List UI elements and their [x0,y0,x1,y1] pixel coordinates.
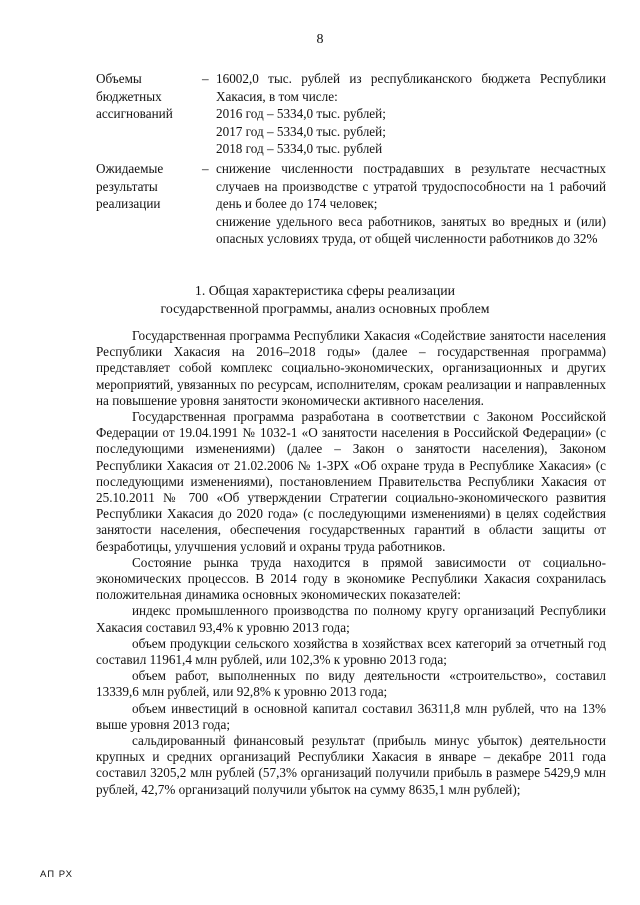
label-line: реализации [96,196,161,211]
dash: – [202,161,209,176]
value-line: 2018 год – 5334,0 тыс. рублей [216,141,383,156]
label-line: результаты [96,178,158,194]
value-line: снижение удельного веса работников, занятых во вредных и (или) опасных условиях труда, от общей численности работников до 32% [216,213,606,246]
section-title-line: государственной программы, анализ основных проблем [160,300,490,316]
dash: – [202,71,209,86]
label-line: ассигнований [96,106,173,121]
paragraph: объем продукции сельского хозяйства в хозяйствах всех категорий за отчетный год составил 11961,4 млн рублей, или 102,3% к уровню 2013 года; [96,635,606,668]
label-line: Ожидаемые [96,161,164,176]
passport-row-budget [96,70,606,158]
footer-mark: АП РХ [40,869,73,880]
paragraph: объем работ, выполненных по виду деятельности «строительство», составил 13339,6 млн рублей, или 92,8% к уровню 2013 года; [96,668,606,700]
passport-label-results [96,160,202,248]
page-number: 8 [316,32,324,47]
value-line: 2017 год – 5334,0 тыс. рублей; [216,123,386,139]
paragraph: объем инвестиций в основной капитал составил 36311,8 млн рублей, что на 13% выше уровня 2013 года; [96,700,606,732]
paragraph: индекс промышленного производства по полному кругу организаций Республики Хакасия составил 93,4% к уровню 2013 года; [96,603,606,635]
label-line: бюджетных [96,88,162,104]
value-line: 2016 год – 5334,0 тыс. рублей; [216,106,386,121]
passport-value-budget [216,70,606,158]
section-title [60,282,590,317]
paragraph: Состояние рынка труда находится в прямой зависимости от социально-экономических процессов. В 2014 году в экономике Республики Хакасия сохранилась положительная динамика основных экономических показателей: [96,554,606,603]
label-line: Объемы [96,71,142,86]
value-line: 16002,0 тыс. рублей из республиканского бюджета Республики Хакасия, в том числе: [216,71,606,104]
passport-row-results [96,160,606,248]
passport-value-results [216,160,606,248]
paragraph: сальдированный финансовый результат (прибыль минус убыток) деятельности крупных и средних организаций Республики Хакасия в январе – декабре 2011 года составил 3205,2 млн рублей (57,3% организаций получили прибыль в размере 5429,9 млн рублей, 42,7% организаций получили убыток на сумму 8635,1 млн рублей); [96,733,606,797]
body-text [96,328,606,798]
value-line: снижение численности пострадавших в результате несчастных случаев на производстве с утратой трудоспособности на 1 рабочий день и более до 174 человек; [216,161,606,211]
paragraph: Государственная программа Республики Хакасия «Содействие занятости населения Республики Хакасия на 2016–2018 годы» (далее – государственная программа) представляет собой комплекс социально-экономических, организационных и других мероприятий, увязанных по ресурсам, исполнителям, срокам реализации и направленных на повышение уровня занятости экономически активного населения. [96,328,606,408]
section-title-line: 1. Общая характеристика сферы реализации [194,283,456,298]
passport-label-budget [96,70,202,158]
paragraph: Государственная программа разработана в соответствии с Законом Российской Федерации от 19.04.1991 № 1032-1 «О занятости населения в Российской Федерации» (с последующими изменениями) (далее – Закон о занятости населения), Законом Республики Хакасия от 21.02.2006 № 1-ЗРХ «Об охране труда в Республике Хакасия» (с последующими изменениями), постановлением Правительства Республики Хакасия от 25.10.2011 № 700 «Об утверждении Стратегии социально-экономического развития Республики Хакасия до 2020 года» (с последующими изменениями) в целях содействия занятости населения, обеспечения государственных гарантий в области защиты от безработицы, улучшения условий и охраны труда работников. [96,409,606,554]
